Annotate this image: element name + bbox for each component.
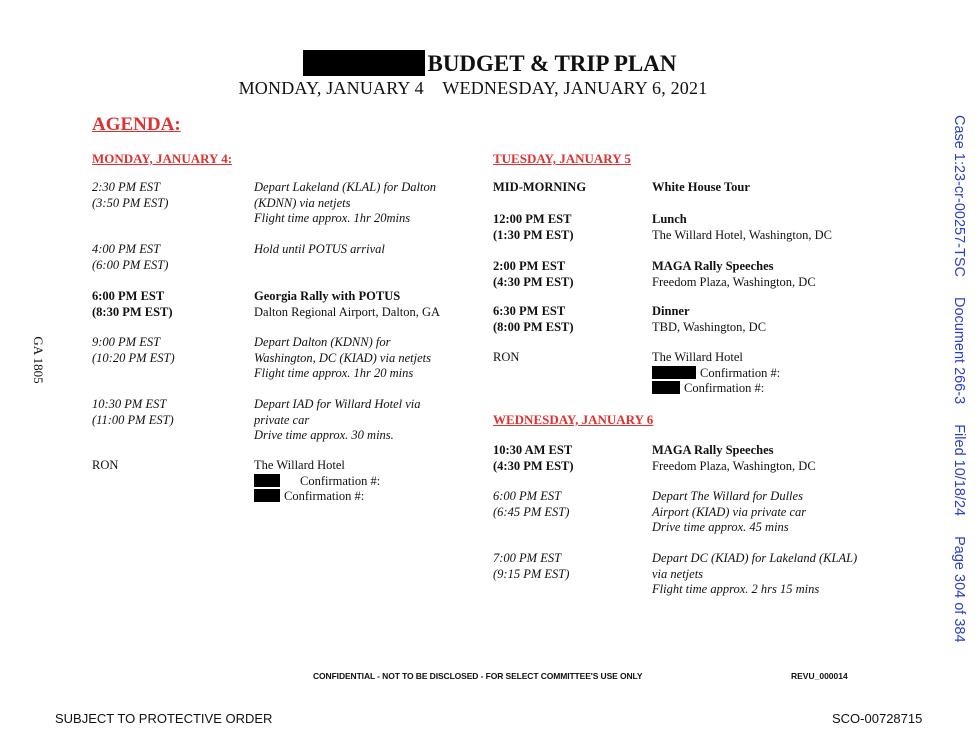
wednesday-row-2-desc: Depart The Willard for Dulles Airport (KIAD) via private car Drive time approx. 45 mins [652,489,807,534]
monday-row-6-time: RON [92,458,119,472]
monday-row-6-desc: The Willard Hotel Confirmation #: Confirmation #: [254,458,381,503]
confidential-notice: CONFIDENTIAL - NOT TO BE DISCLOSED - FOR SELECT COMMITTEE'S USE ONLY [313,671,643,681]
bates-stamp-left: GA 1805 [31,336,46,384]
wednesday-row-1-time: 10:30 AM EST (4:30 PM EST) [493,443,574,473]
tuesday-row-5-time: RON [493,350,520,364]
agenda-heading: AGENDA: [92,114,181,135]
monday-row-4-desc: Depart Dalton (KDNN) for Washington, DC (KIAD) via netjets Flight time approx. 1hr 20 mins [254,335,431,380]
protective-order-notice: SUBJECT TO PROTECTIVE ORDER [55,711,273,726]
case-info-stamp: Case 1:23-cr-00257-TSCDocument 266-3Filed 10/18/24Page 304 of 384 [951,115,967,643]
tuesday-row-3-time: 2:00 PM EST (4:30 PM EST) [493,259,574,289]
sco-number: SCO-00728715 [832,711,923,726]
monday-row-2-desc: Hold until POTUS arrival [254,242,385,256]
wednesday-row-3-time: 7:00 PM EST (9:15 PM EST) [493,551,570,581]
revu-number: REVU_000014 [791,671,848,681]
tuesday-heading: TUESDAY, JANUARY 5 [493,151,631,166]
tuesday-row-1-time: MID-MORNING [493,180,587,194]
tuesday-row-2-time: 12:00 PM EST (1:30 PM EST) [493,212,574,242]
redaction-box [254,489,280,502]
tuesday-row-4-time: 6:30 PM EST (8:00 PM EST) [493,304,574,334]
monday-row-1-desc: Depart Lakeland (KLAL) for Dalton (KDNN) via netjets Flight time approx. 1hr 20mins [254,180,436,225]
tuesday-row-3-desc: MAGA Rally Speeches Freedom Plaza, Washington, DC [652,259,816,289]
monday-row-1-time: 2:30 PM EST (3:50 PM EST) [92,180,169,210]
monday-heading: MONDAY, JANUARY 4: [92,151,233,166]
document-title [0,50,980,78]
redaction-box [303,50,425,76]
tuesday-row-1-desc: White House Tour [652,180,750,194]
tuesday-row-2-desc: Lunch The Willard Hotel, Washington, DC [652,212,832,242]
tuesday-row-4-desc: Dinner TBD, Washington, DC [652,304,767,334]
monday-row-3-time: 6:00 PM EST (8:30 PM EST) [92,289,173,319]
monday-row-3-desc: Georgia Rally with POTUS Dalton Regional Airport, Dalton, GA [254,289,441,319]
monday-row-5-time: 10:30 PM EST (11:00 PM EST) [92,397,174,427]
wednesday-row-3-desc: Depart DC (KIAD) for Lakeland (KLAL) via netjets Flight time approx. 2 hrs 15 mins [652,551,858,596]
wednesday-row-2-time: 6:00 PM EST (6:45 PM EST) [493,489,570,519]
wednesday-row-1-desc: MAGA Rally Speeches Freedom Plaza, Washington, DC [652,443,816,473]
redaction-box [652,366,696,379]
redaction-box [652,381,680,394]
wednesday-heading: WEDNESDAY, JANUARY 6 [493,412,654,427]
tuesday-row-5-desc: The Willard Hotel Confirmation #: Confirmation #: [652,350,781,395]
redaction-box [254,474,280,487]
monday-row-2-time: 4:00 PM EST (6:00 PM EST) [92,242,169,272]
monday-row-4-time: 9:00 PM EST (10:20 PM EST) [92,335,175,365]
monday-row-5-desc: Depart IAD for Willard Hotel via private car Drive time approx. 30 mins. [254,397,421,442]
title-text: BUDGET & TRIP PLAN [427,51,677,76]
document-subtitle: MONDAY, JANUARY 4 WEDNESDAY, JANUARY 6, 2021 [238,78,708,98]
